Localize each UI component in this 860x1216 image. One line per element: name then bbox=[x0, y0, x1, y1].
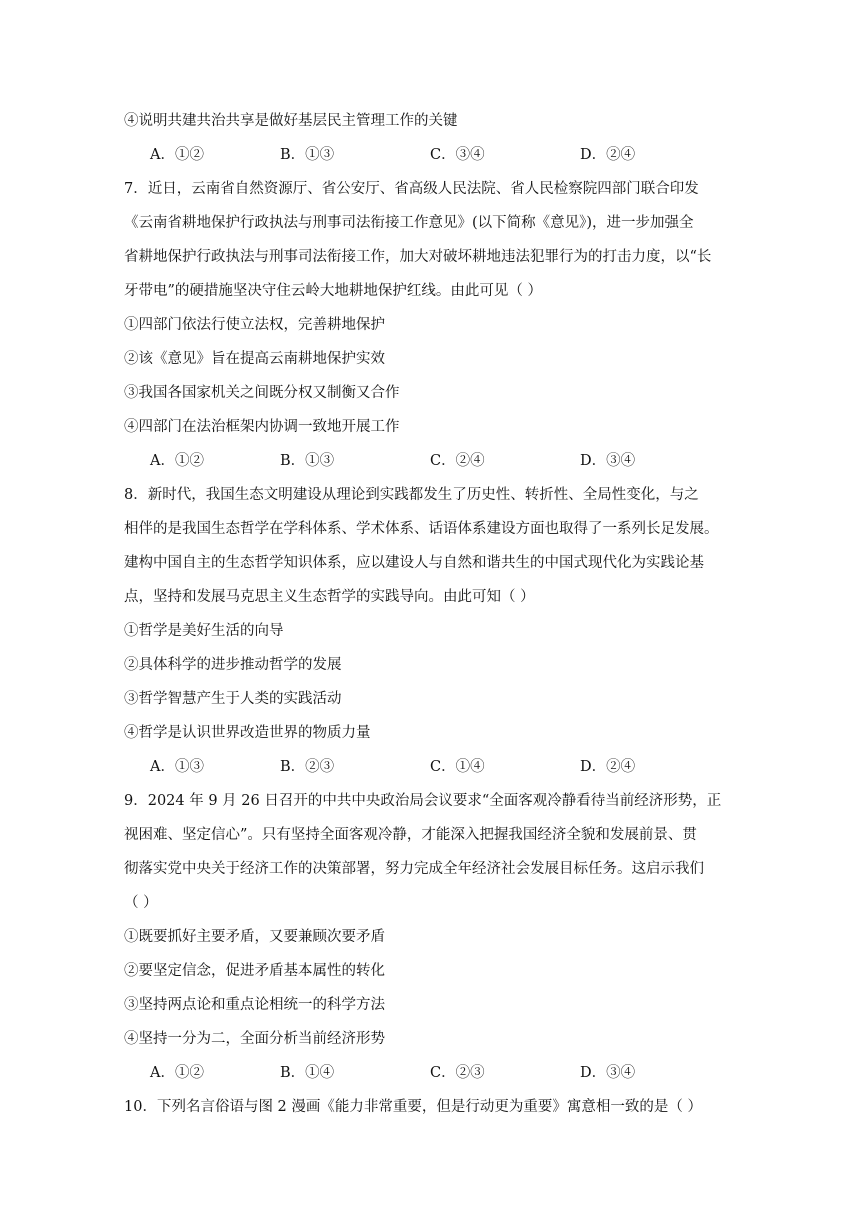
q9-statement-3: ③坚持两点论和重点论相统一的科学方法 bbox=[124, 997, 385, 1013]
q8-stem-line: 8．新时代，我国生态文明建设从理论到实践都发生了历史性、转折性、全局性变化，与之 bbox=[124, 487, 699, 503]
q10-stem-line: 10．下列名言俗语与图 2 漫画《能力非常重要，但是行动更为重要》寓意相一致的是（ ） bbox=[124, 1099, 702, 1115]
q7-statement-2: ②该《意见》旨在提高云南耕地保护实效 bbox=[124, 351, 385, 367]
q9-stem-line: （ ） bbox=[124, 895, 158, 911]
q8-stem-line: 相伴的是我国生态哲学在学科体系、学术体系、话语体系建设方面也取得了一系列长足发展。 bbox=[124, 521, 719, 537]
q8-statement-4: ④哲学是认识世界改造世界的物质力量 bbox=[124, 725, 371, 741]
q8-option-b[interactable]: B．②③ bbox=[280, 759, 335, 775]
q9-option-c[interactable]: C．②③ bbox=[430, 1065, 485, 1081]
q6-option-c[interactable]: C．③④ bbox=[430, 147, 485, 163]
q9-option-a[interactable]: A．①② bbox=[150, 1065, 204, 1081]
q7-statement-4: ④四部门在法治框架内协调一致地开展工作 bbox=[124, 419, 400, 435]
q9-stem-line: 彻落实党中央关于经济工作的决策部署，努力完成全年经济社会发展目标任务。这启示我们 bbox=[124, 861, 704, 877]
q8-stem-line: 建构中国自主的生态哲学知识体系，应以建设人与自然和谐共生的中国式现代化为实践论基 bbox=[124, 555, 704, 571]
q9-stem-line: 视困难、坚定信心”。只有坚持全面客观冷静，才能深入把握我国经济全貌和发展前景、贯 bbox=[124, 827, 697, 843]
q9-statement-4: ④坚持一分为二，全面分析当前经济形势 bbox=[124, 1031, 385, 1047]
q7-stem-line: 7．近日，云南省自然资源厅、省公安厅、省高级人民法院、省人民检察院四部门联合印发 bbox=[124, 181, 699, 197]
q7-statement-3: ③我国各国家机关之间既分权又制衡又合作 bbox=[124, 385, 400, 401]
q9-statement-1: ①既要抓好主要矛盾，又要兼顾次要矛盾 bbox=[124, 929, 385, 945]
q6-option-b[interactable]: B．①③ bbox=[280, 147, 335, 163]
q8-option-c[interactable]: C．①④ bbox=[430, 759, 485, 775]
q7-option-b[interactable]: B．①③ bbox=[280, 453, 335, 469]
q9-option-b[interactable]: B．①④ bbox=[280, 1065, 335, 1081]
q7-option-d[interactable]: D．③④ bbox=[580, 453, 636, 469]
q7-option-c[interactable]: C．②④ bbox=[430, 453, 485, 469]
q8-statement-1: ①哲学是美好生活的向导 bbox=[124, 623, 284, 639]
q6-statement-4: ④说明共建共治共享是做好基层民主管理工作的关键 bbox=[124, 113, 458, 129]
q9-option-d[interactable]: D．③④ bbox=[580, 1065, 636, 1081]
q9-stem-line: 9．2024 年 9 月 26 日召开的中共中央政治局会议要求“全面客观冷静看待当前经济形势，正 bbox=[124, 793, 722, 809]
q6-option-d[interactable]: D．②④ bbox=[580, 147, 636, 163]
q7-stem-line: 省耕地保护行政执法与刑事司法衔接工作，加大对破坏耕地违法犯罪行为的打击力度，以“长 bbox=[124, 249, 712, 265]
q8-option-d[interactable]: D．②④ bbox=[580, 759, 636, 775]
q8-option-a[interactable]: A．①③ bbox=[150, 759, 204, 775]
q7-stem-line: 牙带电”的硬措施坚决守住云岭大地耕地保护红线。由此可见（ ） bbox=[124, 283, 543, 299]
q8-stem-line: 点，坚持和发展马克思主义生态哲学的实践导向。由此可知（ ） bbox=[124, 589, 535, 605]
q6-option-a[interactable]: A．①② bbox=[150, 147, 204, 163]
q9-statement-2: ②要坚定信念，促进矛盾基本属性的转化 bbox=[124, 963, 385, 979]
q8-statement-3: ③哲学智慧产生于人类的实践活动 bbox=[124, 691, 342, 707]
q7-option-a[interactable]: A．①② bbox=[150, 453, 204, 469]
q8-statement-2: ②具体科学的进步推动哲学的发展 bbox=[124, 657, 342, 673]
q7-stem-line: 《云南省耕地保护行政执法与刑事司法衔接工作意见》(以下简称《意见》)，进一步加强全 bbox=[124, 215, 694, 231]
q7-statement-1: ①四部门依法行使立法权，完善耕地保护 bbox=[124, 317, 385, 333]
